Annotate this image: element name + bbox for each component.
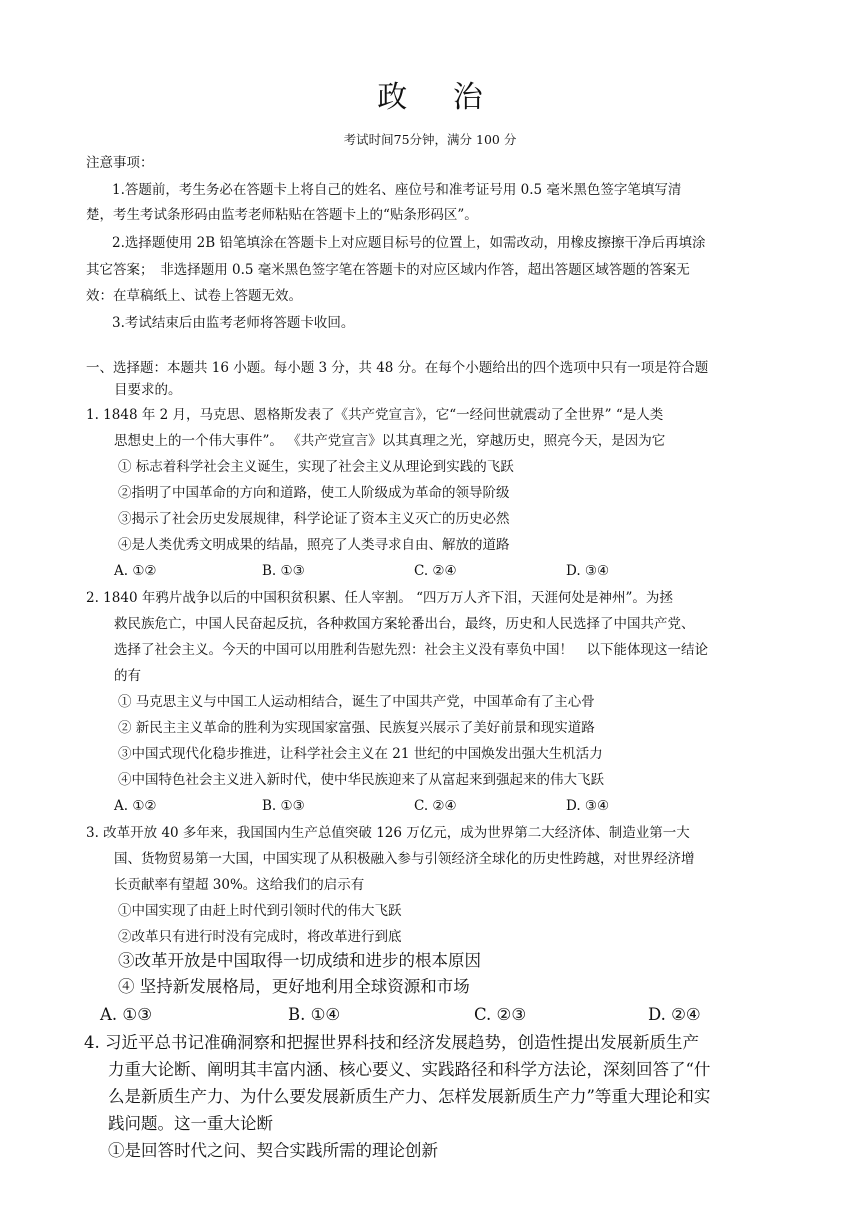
choice-d: D. ③④ (566, 798, 610, 814)
question-4-line-1: 4. 习近平总书记准确洞察和把握世界科技和经济发展趋势，创造性提出发展新质生产 (84, 1033, 699, 1052)
section-heading-line-2: 目要求的。 (114, 382, 182, 398)
choice-b: B. ①③ (262, 563, 305, 579)
choice-c: C. ②④ (414, 798, 457, 814)
question-3-line-1: 3. 改革开放 40 多年来，我国国内生产总值突破 126 万亿元，成为世界第二大经济体、制造业第一大 (86, 825, 690, 841)
question-2-line-3: 选择了社会主义。今天的中国可以用胜利告慰先烈：社会主义没有辜负中国！ 以下能体现这一结论 (114, 642, 708, 658)
question-2-choices (114, 796, 734, 816)
question-2-option-2: ② 新民主主义革命的胜利为实现国家富强、民族复兴展示了美好前景和现实道路 (118, 720, 595, 736)
question-2-line-1: 2. 1840 年鸦片战争以后的中国积贫积累、任人宰割。 “四万万人齐下泪，天涯何处是神州”。为拯 (86, 590, 673, 606)
question-1-choices (114, 561, 734, 581)
notice-item-2-line-2: 其它答案； 非选择题用 0.5 毫米黑色签字笔在答题卡的对应区域内作答，超出答题区域答题的答案无 (86, 262, 690, 278)
choice-d: D. ②④ (648, 1005, 701, 1024)
notice-item-1-line-1: 1.答题前，考生务必在答题卡上将自己的姓名、座位号和准考证号用 0.5 毫米黑色签字笔填写清 (112, 182, 682, 198)
question-4-line-4: 践问题。这一重大论断 (108, 1114, 273, 1133)
question-4-line-2: 力重大论断、阐明其丰富内涵、核心要义、实践路径和科学方法论，深刻回答了“什 (108, 1060, 711, 1079)
question-2-option-3: ③中国式现代化稳步推进，让科学社会主义在 21 世纪的中国焕发出强大生机活力 (118, 746, 603, 762)
question-1-option-1: ① 标志着科学社会主义诞生，实现了社会主义从理论到实践的飞跃 (118, 459, 514, 475)
question-3-option-1: ①中国实现了由赶上时代到引领时代的伟大飞跃 (118, 903, 402, 919)
choice-d: D. ③④ (566, 563, 610, 579)
question-2-line-4: 的有 (114, 668, 141, 684)
question-3-option-3: ③改革开放是中国取得一切成绩和进步的根本原因 (118, 951, 481, 970)
exam-duration-score: 考试时间75分钟，满分 100 分 (343, 132, 517, 147)
question-3-option-2: ②改革只有进行时没有完成时，将改革进行到底 (118, 929, 402, 945)
notice-item-2-line-3: 效：在草稿纸上、试卷上答题无效。 (86, 288, 302, 304)
question-1-line-1: 1. 1848 年 2 月，马克思、恩格斯发表了《共产党宣言》，它“一经问世就震动了全世界” “是人类 (86, 407, 664, 423)
question-2-line-2: 救民族危亡，中国人民奋起反抗，各种救国方案轮番出台，最终，历史和人民选择了中国共产党、 (114, 616, 695, 632)
question-4-option-1: ①是回答时代之问、契合实践所需的理论创新 (108, 1141, 438, 1160)
question-3-line-3: 长贡献率有望超 30%。这给我们的启示有 (114, 877, 365, 893)
section-heading-line-1: 一、选择题：本题共 16 小题。每小题 3 分，共 48 分。在每个小题给出的四个选项中只有一项是符合题 (86, 360, 709, 376)
question-3-choices (100, 1003, 740, 1027)
choice-c: C. ②③ (474, 1005, 527, 1024)
question-1-option-4: ④是人类优秀文明成果的结晶，照亮了人类寻求自由、解放的道路 (118, 537, 510, 553)
choice-a: A. ①③ (100, 1005, 152, 1024)
choice-c: C. ②④ (414, 563, 457, 579)
choice-b: B. ①④ (288, 1005, 341, 1024)
question-4-line-3: 么是新质生产力、为什么要发展新质生产力、怎样发展新质生产力”等重大理论和实 (108, 1087, 711, 1106)
notice-heading: 注意事项： (86, 155, 154, 171)
page-title: 政 治 (377, 80, 501, 115)
question-2-option-1: ① 马克思主义与中国工人运动相结合，诞生了中国共产党，中国革命有了主心骨 (118, 694, 595, 710)
question-3-line-2: 国、货物贸易第一大国，中国实现了从积极融入参与引领经济全球化的历史性跨越，对世界经济增 (114, 851, 695, 867)
question-3-option-4: ④ 坚持新发展格局，更好地利用全球资源和市场 (118, 977, 470, 996)
choice-a: A. ①② (114, 798, 157, 814)
question-1-line-2: 思想史上的一个伟大事件”。 《共产党宣言》以其真理之光，穿越历史，照亮今天，是因为它 (114, 433, 666, 449)
notice-item-3: 3.考试结束后由监考老师将答题卡收回。 (112, 315, 355, 331)
choice-a: A. ①② (114, 563, 157, 579)
question-2-option-4: ④中国特色社会主义进入新时代，使中华民族迎来了从富起来到强起来的伟大飞跃 (118, 772, 604, 788)
notice-item-2-line-1: 2.选择题使用 2B 铅笔填涂在答题卡上对应题目标号的位置上，如需改动，用橡皮擦擦干净后再填涂 (112, 235, 706, 251)
question-1-option-3: ③揭示了社会历史发展规律，科学论证了资本主义灭亡的历史必然 (118, 511, 510, 527)
notice-item-1-line-2: 楚，考生考试条形码由监考老师粘贴在答题卡上的“贴条形码区”。 (86, 207, 478, 223)
question-1-option-2: ②指明了中国革命的方向和道路，使工人阶级成为革命的领导阶级 (118, 485, 510, 501)
choice-b: B. ①③ (262, 798, 305, 814)
